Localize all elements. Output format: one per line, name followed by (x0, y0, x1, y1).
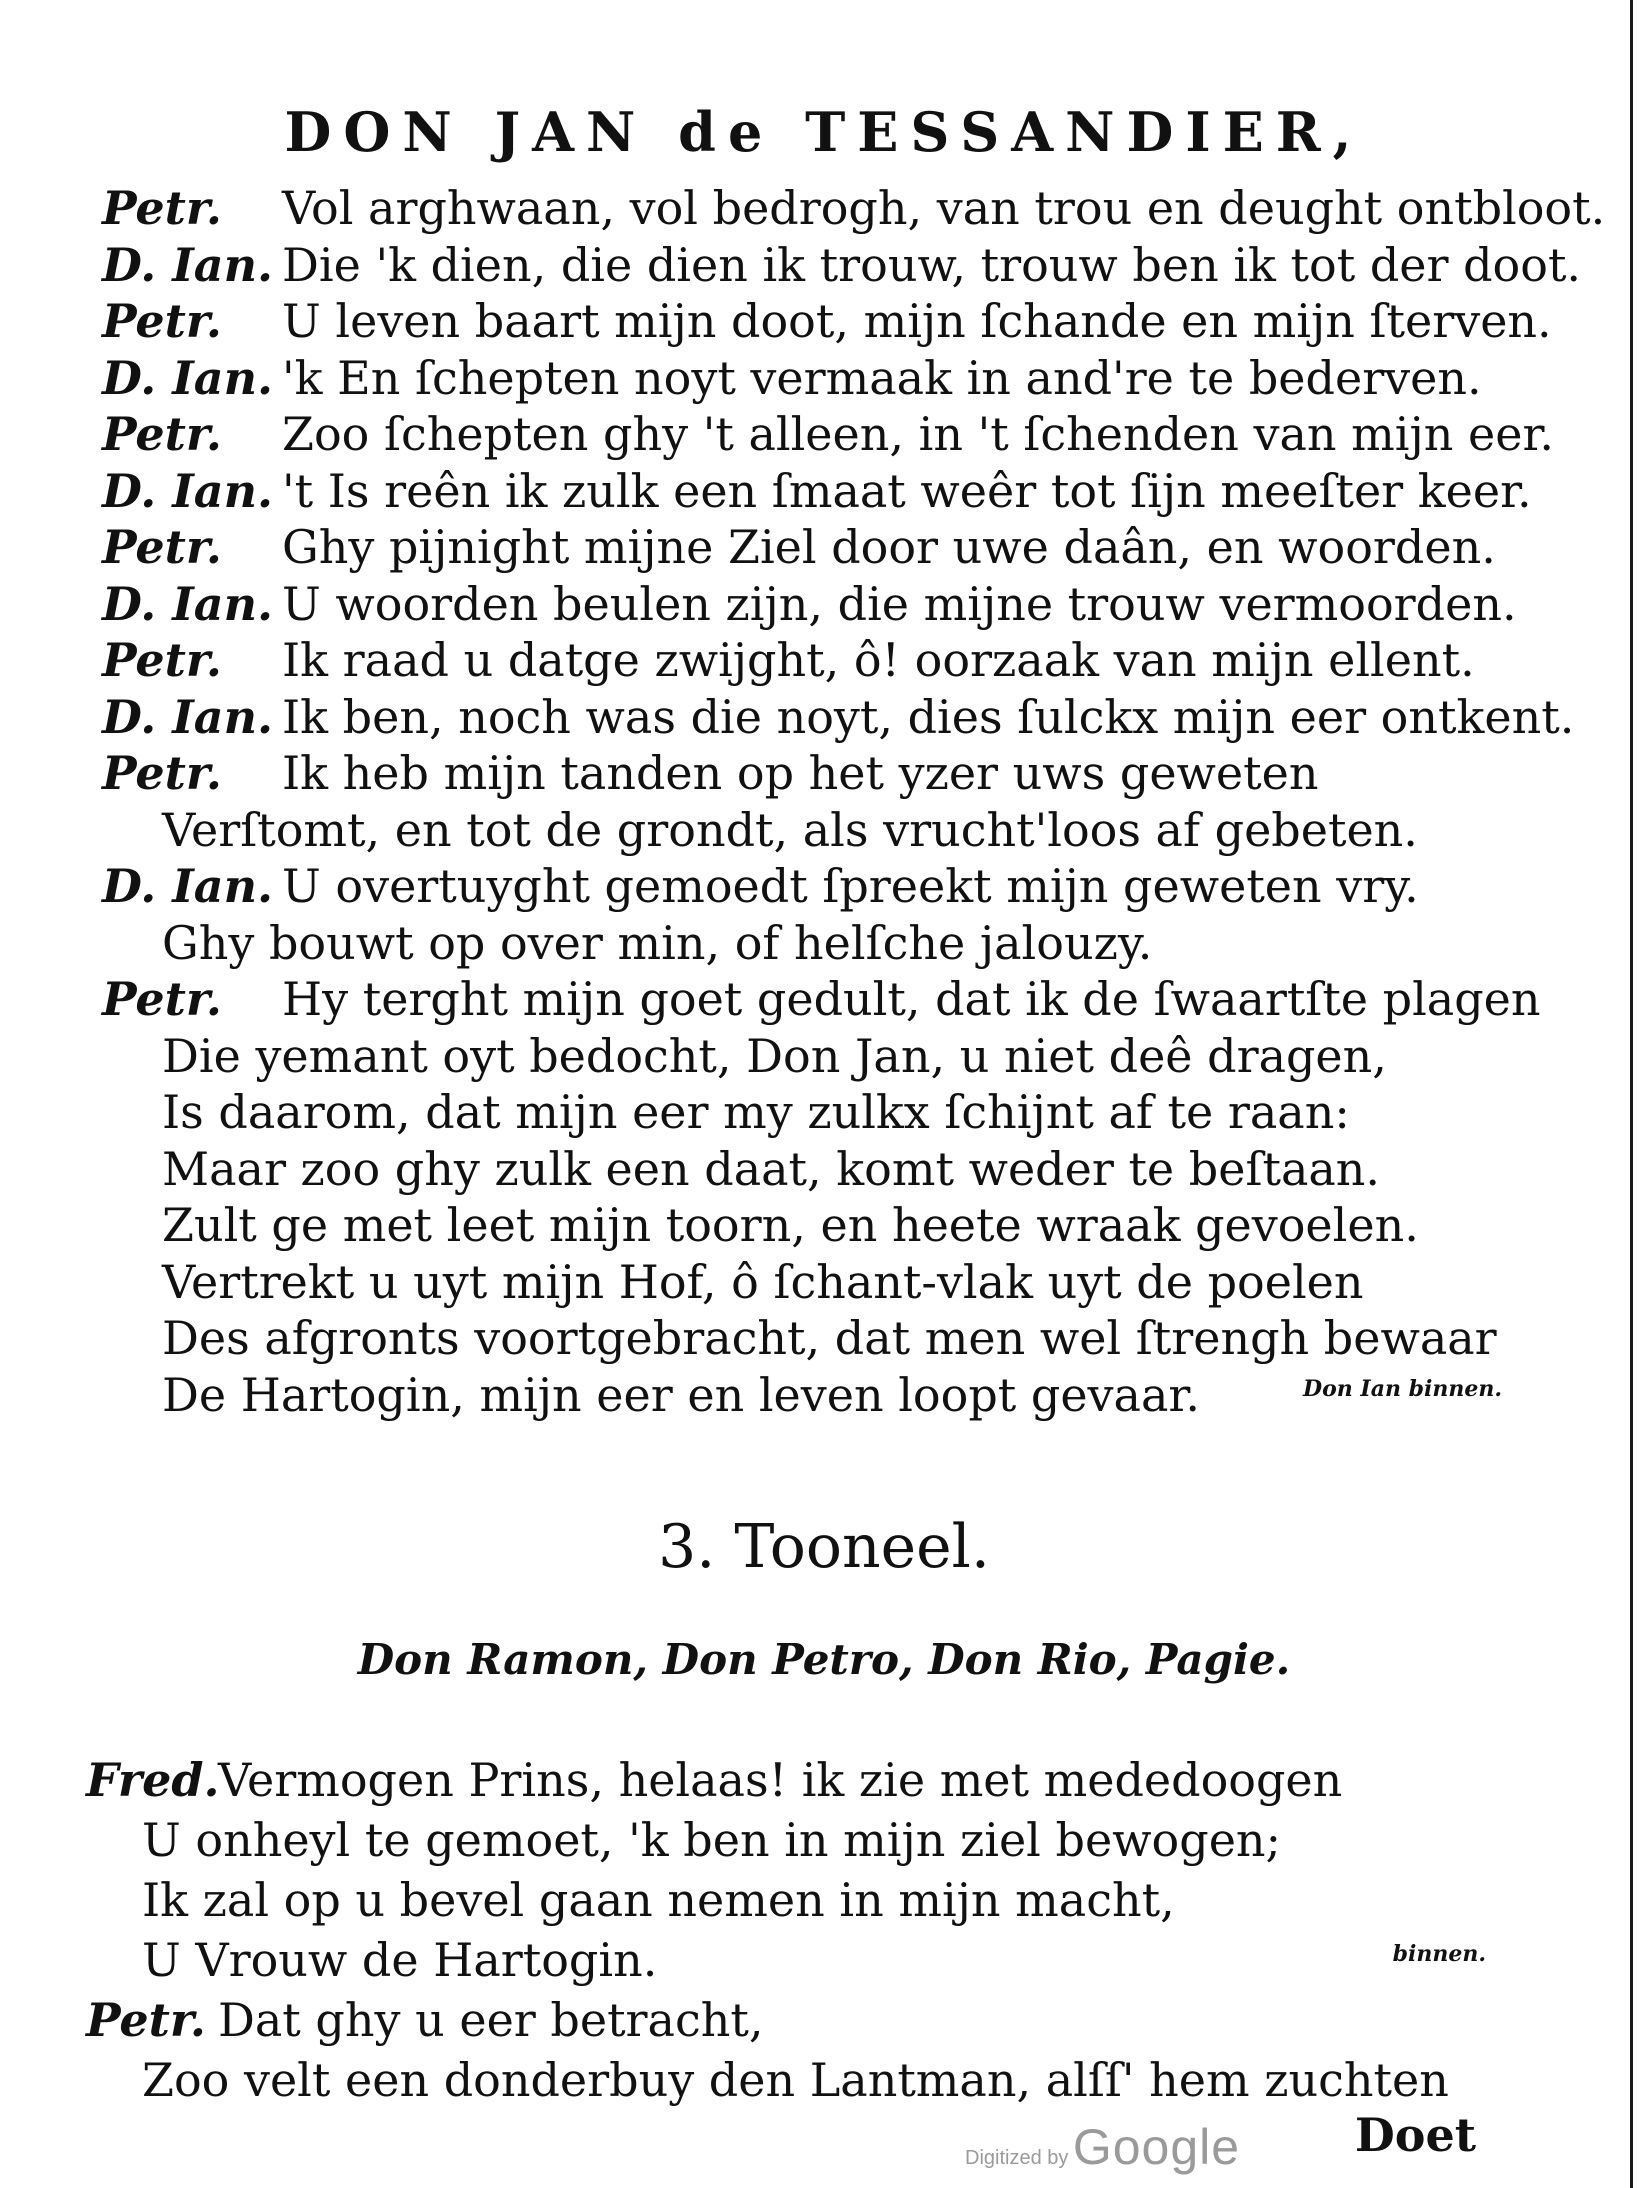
verse-text: Is daarom, dat mijn eer my zulkx ſchijnt af te raan: (162, 1085, 1350, 1139)
verse-text: U woorden beulen zijn, die mijne trouw vermoorden. (282, 576, 1517, 631)
verse-line (102, 293, 1552, 350)
google-watermark (965, 2118, 1240, 2176)
verse-line (102, 350, 1502, 407)
speaker-label: Fred. (86, 1753, 220, 1807)
verse-text: Ghy bouwt op over min, of helſche jalouzy. (162, 915, 1153, 970)
verse-text: U Vrouw de Hartogin. (142, 1933, 658, 1987)
verse-text: Ik heb mijn tanden op het yzer uws geweten (282, 746, 1319, 800)
verse-text: Ik ben, noch was die noyt, dies ſulckx mijn eer ontkent. (282, 689, 1575, 744)
stage-direction: binnen. (1392, 1941, 1486, 1967)
speaker-label: D. Ian. (102, 463, 274, 518)
verse-line (102, 689, 1575, 746)
verse-text: U leven baart mijn doot, mijn ſchande en mijn ſterven. (282, 294, 1552, 348)
verse-line (102, 519, 1502, 576)
verse-line (102, 802, 1502, 859)
verse-line (102, 1028, 1502, 1085)
verse-line (102, 1254, 1502, 1311)
verse-line (102, 745, 1502, 802)
verse-text: Dat ghy u eer betracht, (218, 1993, 764, 2047)
watermark-prefix: Digitized by (965, 2147, 1069, 2169)
verse-text: Ik raad u datge zwijght, ô! oorzaak van mijn ellent. (282, 633, 1475, 687)
verse-line (102, 632, 1502, 689)
verse-text: Die yemant oyt bedocht, Don Jan, u niet deê dragen, (162, 1028, 1387, 1083)
scene-cast: Don Ramon, Don Petro, Don Rio, Pagie. (357, 1635, 1291, 1684)
verse-text: Zoo ſchepten ghy 't alleen, in 't ſchenden van mijn eer. (282, 407, 1555, 461)
watermark-logo: Google (1072, 2119, 1241, 2175)
verse-line (102, 576, 1517, 633)
verse-text: Ik zal op u bevel gaan nemen in mijn macht, (142, 1873, 1175, 1927)
verse-text: Zoo velt een donderbuy den Lantman, alſſ' hem zuchten (142, 2053, 1449, 2107)
verse-block-2 (86, 1750, 1486, 2110)
verse-line (102, 858, 1502, 915)
verse-text: Zult ge met leet mijn toorn, en heete wraak gevoelen. (162, 1198, 1419, 1252)
speaker-label: D. Ian. (102, 237, 274, 292)
verse-text: Verſtomt, en tot de grondt, als vrucht'loos af gebeten. (162, 802, 1418, 857)
verse-line (102, 915, 1502, 972)
verse-text: Die 'k dien, die dien ik trouw, trouw ben ik tot der doot. (282, 237, 1582, 292)
verse-text: Vermogen Prins, helaas! ik zie met mededoogen (218, 1753, 1343, 1807)
verse-text: U overtuyght gemoedt ſpreekt mijn geweten vry. (282, 859, 1419, 913)
speaker-label: Petr. (102, 633, 222, 687)
verse-text: U onheyl te gemoet, 'k ben in mijn ziel bewogen; (142, 1813, 1282, 1867)
verse-line (102, 237, 1582, 294)
speaker-label: Petr. (102, 181, 222, 235)
verse-text: Hy terght mijn goet gedult, dat ik de ſwaartſte plagen (282, 972, 1541, 1026)
verse-text: Vol arghwaan, vol bedrogh, van trou en deught ontbloot. (282, 181, 1606, 235)
stage-direction: Don Ian binnen. (1303, 1375, 1502, 1402)
speaker-label: Petr. (102, 972, 222, 1026)
verse-line (102, 971, 1541, 1028)
verse-line (86, 1990, 1486, 2050)
scene-title: 3. Tooneel. (658, 1512, 990, 1582)
speaker-label: D. Ian. (102, 859, 274, 913)
speaker-label: D. Ian. (102, 576, 274, 631)
speaker-label: Petr. (102, 407, 222, 461)
speaker-label: Petr. (102, 294, 222, 348)
speaker-label: D. Ian. (102, 350, 274, 405)
verse-text: Ghy pijnight mijne Ziel door uwe daân, en woorden. (282, 520, 1496, 574)
page-edge-line (1630, 0, 1633, 2188)
verse-line (102, 1367, 1502, 1424)
verse-line (102, 1084, 1502, 1141)
verse-text: Maar zoo ghy zulk een daat, komt weder te beſtaan. (162, 1141, 1381, 1196)
verse-line (102, 406, 1555, 463)
verse-block (102, 180, 1606, 1423)
verse-line (86, 1750, 1486, 1810)
verse-line (102, 1141, 1502, 1198)
verse-line (102, 463, 1532, 520)
verse-text: 't Is reên ik zulk een ſmaat weêr tot ſijn meeſter keer. (282, 463, 1532, 518)
verse-line (86, 1870, 1486, 1930)
speaker-label: Petr. (86, 1993, 206, 2047)
verse-text: Des afgronts voortgebracht, dat men wel ſtrengh bewaar (162, 1311, 1497, 1365)
verse-line (102, 1197, 1502, 1254)
verse-line (86, 1810, 1486, 1870)
verse-text: De Hartogin, mijn eer en leven loopt gevaar. (162, 1367, 1200, 1422)
catchword: Doet (1354, 2108, 1476, 2162)
verse-line (102, 1310, 1502, 1367)
page-title: DON JAN de TESSANDIER, (284, 100, 1364, 164)
speaker-label: D. Ian. (102, 689, 274, 744)
speaker-label: Petr. (102, 520, 222, 574)
verse-line (86, 1930, 1486, 1990)
speaker-label: Petr. (102, 746, 222, 800)
verse-text: 'k En ſchepten noyt vermaak in and're te bederven. (282, 350, 1482, 405)
verse-text: Vertrekt u uyt mijn Hof, ô ſchant-vlak uyt de poelen (162, 1254, 1364, 1309)
verse-line (86, 2050, 1486, 2110)
verse-line (102, 180, 1606, 237)
